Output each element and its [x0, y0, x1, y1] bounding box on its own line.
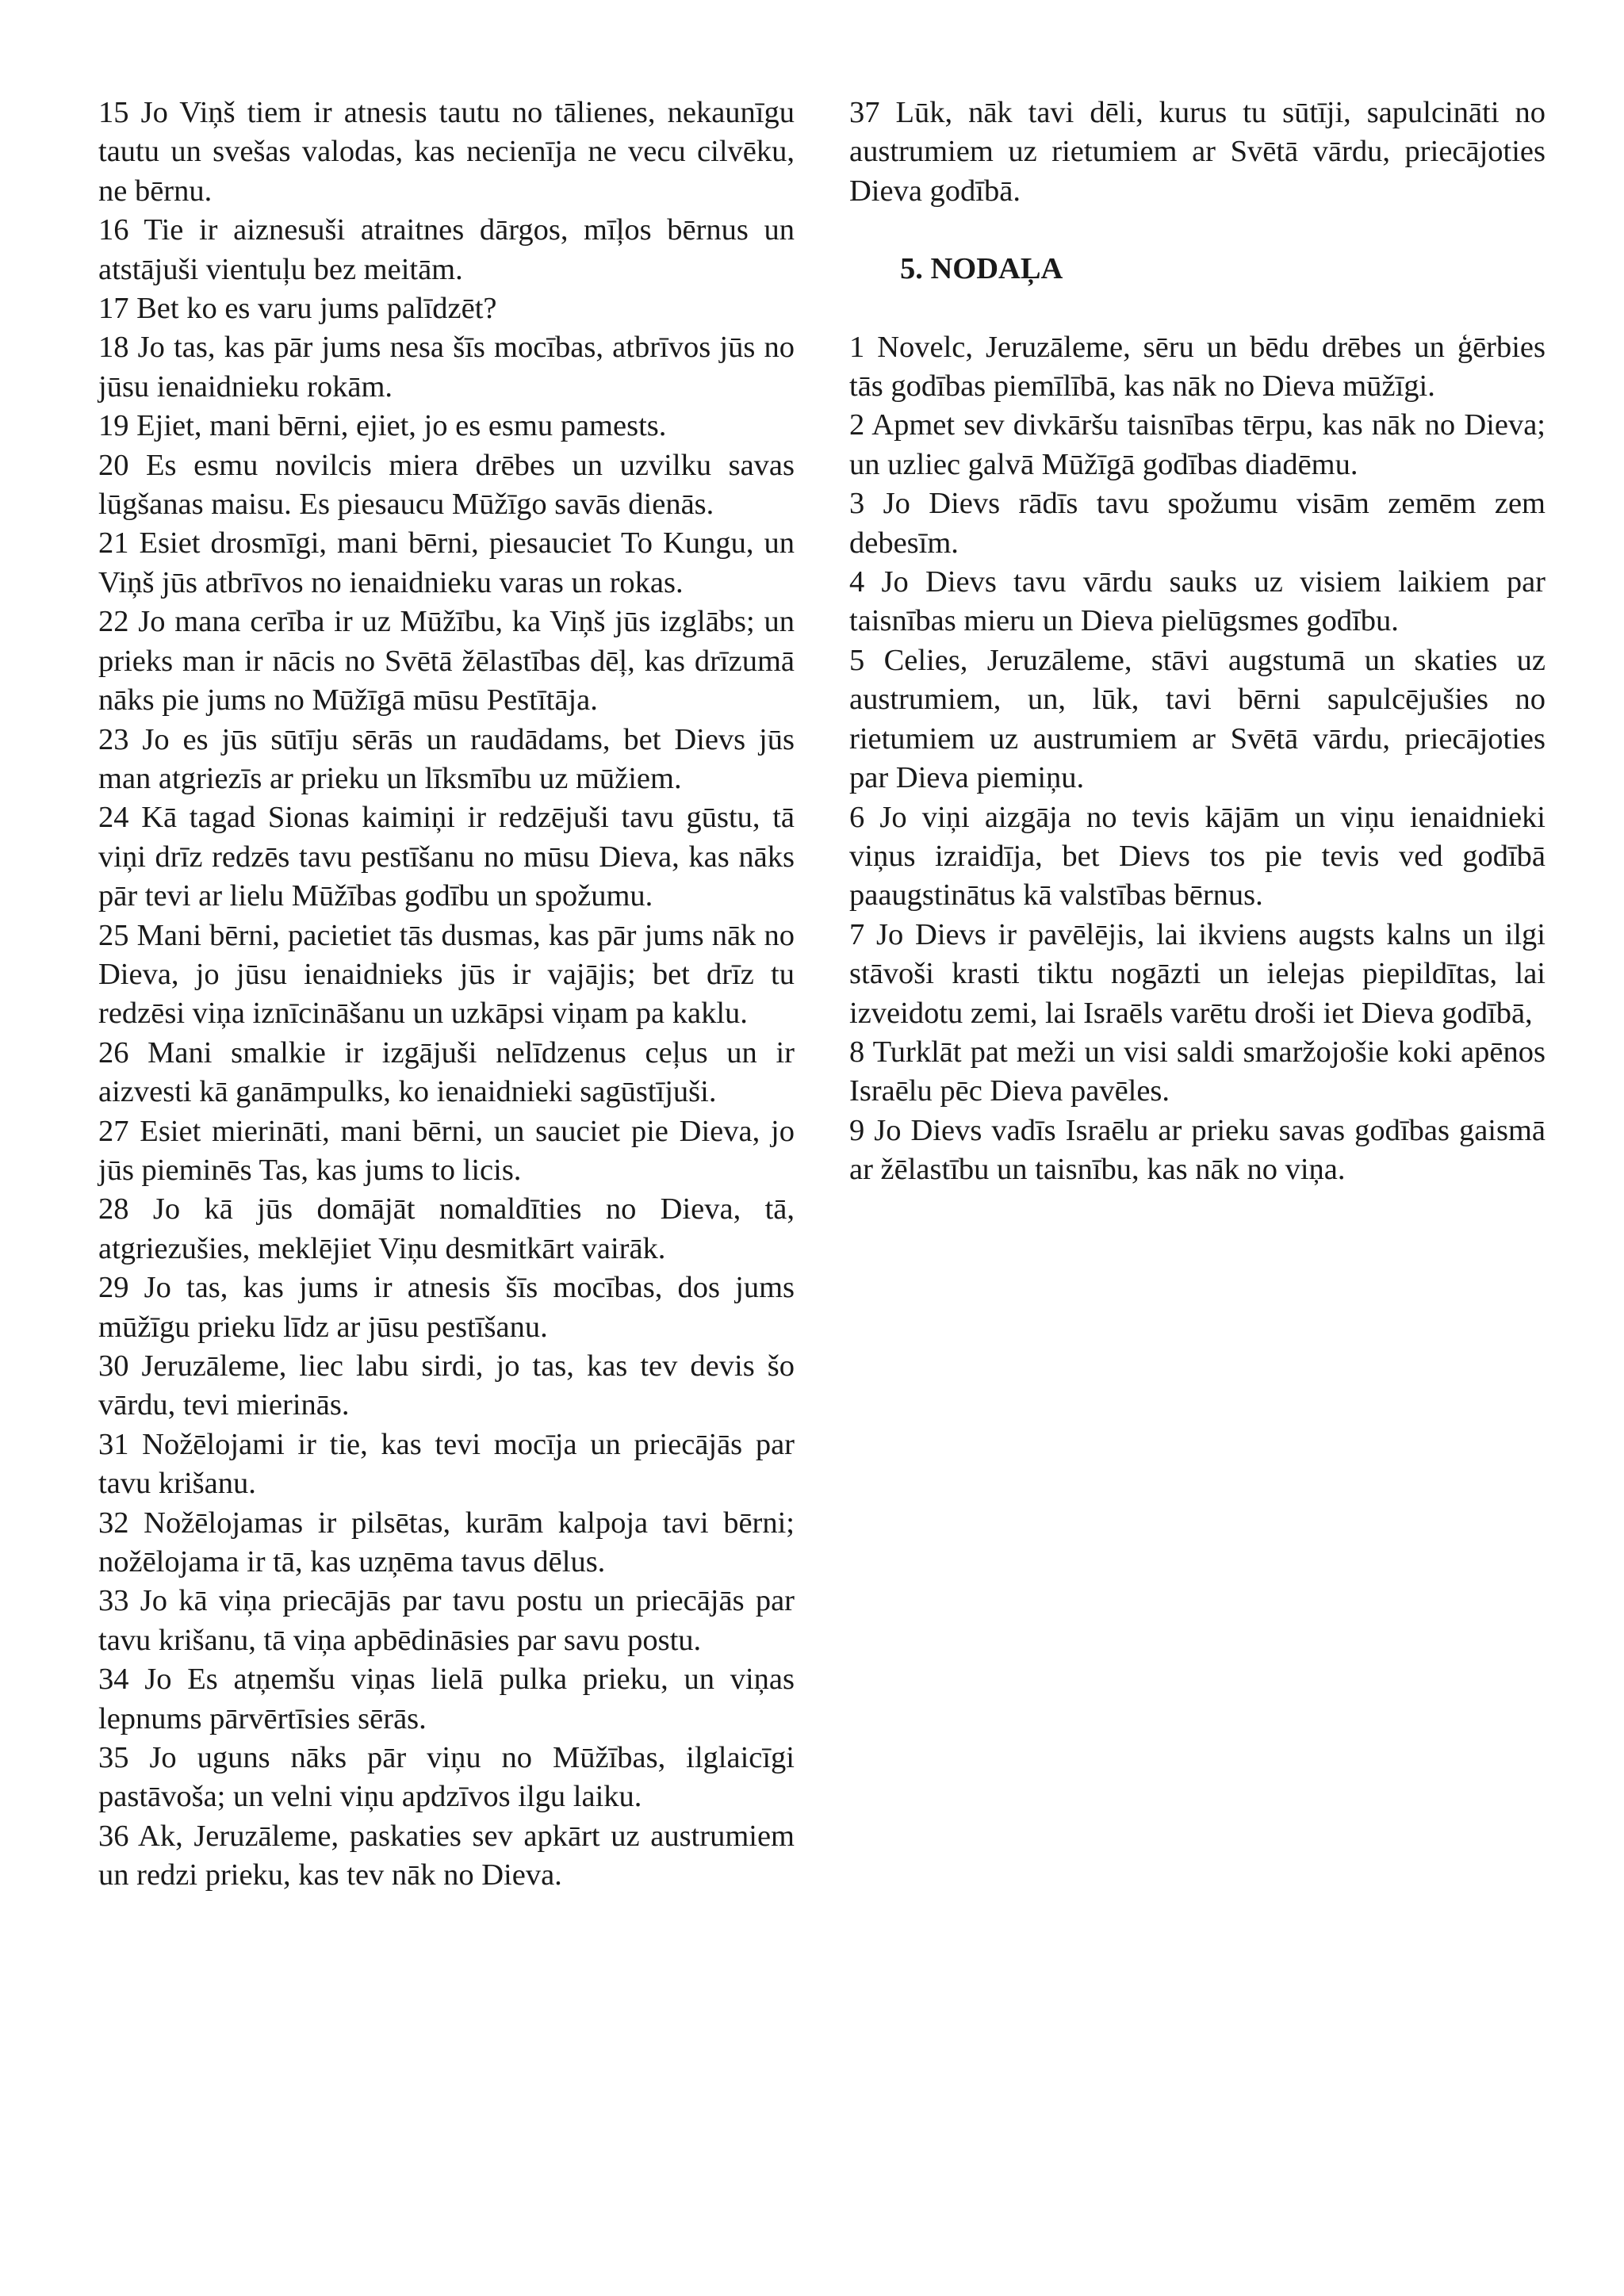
verse-30: 30 Jeruzāleme, liec labu sirdi, jo tas, kas tev devis šo vārdu, tevi mierinās. [98, 1349, 795, 1422]
verse-25: 25 Mani bērni, pacietiet tās dusmas, kas pār jums nāk no Dieva, jo jūsu ienaidnieks jūs ir vajājis; bet drīz tu redzēsi viņa iznīcināšanu un uzkāpsi viņam pa kaklu. [98, 918, 795, 1031]
verse-28: 28 Jo kā jūs domājāt nomaldīties no Dieva, tā, atgriezušies, meklējiet Viņu desmitkārt vairāk. [98, 1192, 795, 1265]
verse-32: 32 Nožēlojamas ir pilsētas, kurām kalpoja tavi bērni; nožēlojama ir tā, kas uzņēma tavus dēlus. [98, 1506, 795, 1579]
verse-23: 23 Jo es jūs sūtīju sērās un raudādams, bet Dievs jūs man atgriezīs ar prieku un līksmību uz mūžiem. [98, 722, 795, 795]
verse-26: 26 Mani smalkie ir izgājuši nelīdzenus ceļus un ir aizvesti kā ganāmpulks, ko ienaidnieki sagūstījuši. [98, 1035, 795, 1109]
verse-31: 31 Nožēlojami ir tie, kas tevi mocīja un priecājās par tavu krišanu. [98, 1427, 795, 1501]
chapter5-verse-7: 7 Jo Dievs ir pavēlējis, lai ikviens augsts kalns un ilgi stāvoši krasti tiktu nogāzti un ielejas piepildītas, lai izveidotu zemi, lai Israēls varētu droši iet Dieva godībā, [849, 917, 1545, 1030]
verse-33: 33 Jo kā viņa priecājās par tavu postu un priecājās par tavu krišanu, tā viņa apbēdināsies par savu postu. [98, 1584, 795, 1657]
verse-17: 17 Bet ko es varu jums palīdzēt? [98, 292, 497, 326]
verse-15: 15 Jo Viņš tiem ir atnesis tautu no tālienes, nekaunīgu tautu un svešas valodas, kas necienīja ne vecu cilvēku, ne bērnu. [98, 96, 795, 208]
verse-27: 27 Esiet mierināti, mani bērni, un sauciet pie Dieva, jo jūs pieminēs Tas, kas jums to licis. [98, 1114, 795, 1187]
chapter5-verse-8: 8 Turklāt pat meži un visi saldi smaržojošie koki apēnos Israēlu pēc Dieva pavēles. [849, 1035, 1545, 1108]
chapter5-verse-2: 2 Apmet sev divkāršu taisnības tērpu, kas nāk no Dieva; un uzliec galvā Mūžīgā godības diadēmu. [849, 408, 1545, 481]
verse-16: 16 Tie ir aiznesuši atraitnes dārgos, mīļos bērnus un atstājuši vientuļu bez meitām. [98, 213, 795, 286]
left-column [98, 94, 795, 1896]
verse-20: 20 Es esmu novilcis miera drēbes un uzvilku savas lūgšanas maisu. Es piesaucu Mūžīgo savās dienās. [98, 448, 795, 522]
chapter-heading: 5. NODAĻA [900, 252, 1063, 286]
verse-18: 18 Jo tas, kas pār jums nesa šīs mocības, atbrīvos jūs no jūsu ienaidnieku rokām. [98, 331, 795, 404]
chapter5-verse-4: 4 Jo Dievs tavu vārdu sauks uz visiem laikiem par taisnības mieru un Dieva pielūgsmes godību. [849, 565, 1545, 638]
verse-34: 34 Jo Es atņemšu viņas lielā pulka prieku, un viņas lepnums pārvērtīsies sērās. [98, 1663, 795, 1735]
verse-19: 19 Ejiet, mani bērni, ejiet, jo es esmu pamests. [98, 409, 667, 443]
verse-21: 21 Esiet drosmīgi, mani bērni, piesauciet To Kungu, un Viņš jūs atbrīvos no ienaidnieku varas un rokas. [98, 526, 795, 599]
spacer [849, 289, 1545, 328]
spacer [849, 211, 1545, 250]
verse-35: 35 Jo uguns nāks pār viņu no Mūžības, ilglaicīgi pastāvoša; un velni viņu apdzīvos ilgu laiku. [98, 1741, 795, 1814]
right-column [849, 94, 1545, 1190]
verse-29: 29 Jo tas, kas jums ir atnesis šīs mocības, dos jums mūžīgu prieku līdz ar jūsu pestīšanu. [98, 1271, 795, 1344]
chapter5-verse-5: 5 Celies, Jeruzāleme, stāvi augstumā un skaties uz austrumiem, un, lūk, tavi bērni sapulcējušies no rietumiem uz austrumiem ar Svētā vārdu, priecājoties par Dieva piemiņu. [849, 643, 1545, 795]
chapter5-verse-1: 1 Novelc, Jeruzāleme, sēru un bēdu drēbes un ģērbies tās godības piemīlībā, kas nāk no Dieva mūžīgi. [849, 330, 1545, 404]
chapter5-verse-3: 3 Jo Dievs rādīs tavu spožumu visām zemēm zem debesīm. [849, 487, 1545, 560]
verse-37: 37 Lūk, nāk tavi dēli, kurus tu sūtīji, sapulcināti no austrumiem uz rietumiem ar Svētā vārdu, priecājoties Dieva godībā. [849, 96, 1545, 208]
chapter5-verse-6: 6 Jo viņi aizgāja no tevis kājām un viņu ienaidnieki viņus izraidīja, bet Dievs tos pie tevis ved godībā paaugstinātus kā valstības bērnus. [849, 800, 1545, 913]
verse-36: 36 Ak, Jeruzāleme, paskaties sev apkārt uz austrumiem un redzi prieku, kas tev nāk no Dieva. [98, 1819, 795, 1892]
verse-24: 24 Kā tagad Sionas kaimiņi ir redzējuši tavu gūstu, tā viņi drīz redzēs tavu pestīšanu no mūsu Dieva, kas nāks pār tevi ar lielu Mūžības godību un spožumu. [98, 801, 795, 913]
chapter5-verse-9: 9 Jo Dievs vadīs Israēlu ar prieku savas godības gaismā ar žēlastību un taisnību, kas nāk no viņa. [849, 1113, 1545, 1187]
verse-22: 22 Jo mana cerība ir uz Mūžību, ka Viņš jūs izglābs; un prieks man ir nācis no Svētā žēlastības dēļ, kas drīzumā nāks pie jums no Mūžīgā mūsu Pestītāja. [98, 605, 795, 718]
